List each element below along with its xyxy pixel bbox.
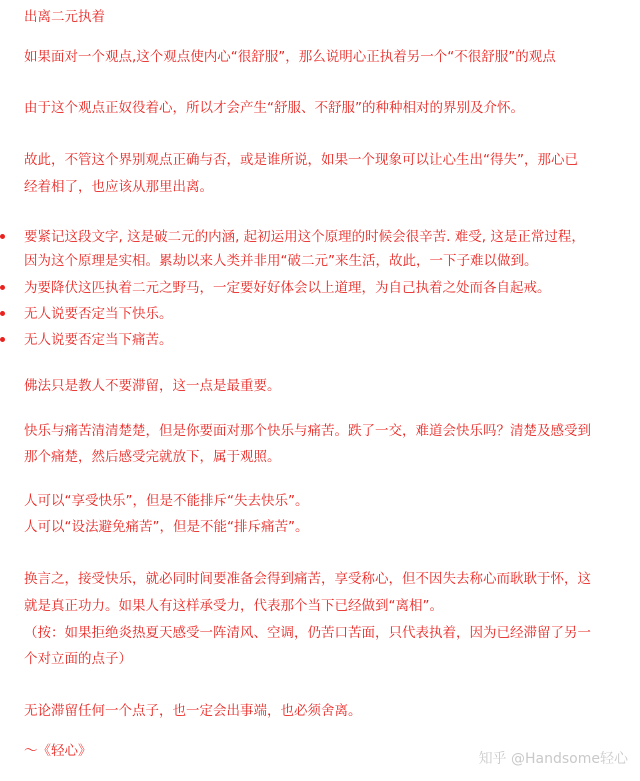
paragraph-5-line-2: 那个痛楚，然后感受完就放下，属于观照。	[24, 449, 281, 465]
paragraph-6-line-2: 人可以“设法避免痛苦”，但是不能“排斥痛苦”。	[24, 519, 309, 535]
bullet-2: 为要降伏这匹执着二元之野马，一定要好好体会以上道理，为自己执着之处而各自起戒。	[24, 280, 551, 296]
paragraph-3-line-1: 故此，不管这个界别观点正确与否，或是谁所说，如果一个现象可以让心生出“得失”，那心已	[24, 152, 578, 168]
paragraph-1: 如果面对一个观点,这个观点使内心“很舒服”，那么说明心正执着另一个“不很舒服”的观点	[24, 49, 556, 65]
bullet-1-line-1: 要紧记这段文字, 这是破二元的内涵, 起初运用这个原理的时候会很辛苦. 难受, 这是正常过程，	[24, 229, 585, 245]
bullet-dot	[0, 337, 5, 342]
bullet-dot	[0, 311, 5, 316]
paragraph-8: 无论滞留任何一个点子，也一定会出事端，也必须舍离。	[24, 703, 362, 719]
bullet-4: 无人说要否定当下痛苦。	[24, 332, 173, 348]
signature: ～《轻心》	[24, 743, 92, 759]
paragraph-5-line-1: 快乐与痛苦清清楚楚，但是你要面对那个快乐与痛苦。跌了一交，难道会快乐吗？清楚及感受到	[24, 423, 591, 439]
bullet-dot	[0, 285, 5, 290]
paragraph-4: 佛法只是教人不要滞留，这一点是最重要。	[24, 378, 281, 394]
paragraph-3-line-2: 经着相了，也应该从那里出离。	[24, 179, 213, 195]
article-title: 出离二元执着	[24, 9, 105, 25]
paragraph-7-line-1: 换言之，接受快乐，就必同时间要准备会得到痛苦，享受称心，但不因失去称心而耿耿于怀，这	[24, 571, 591, 587]
paragraph-7-line-2: 就是真正功力。如果人有这样承受力，代表那个当下已经做到“离相”。	[24, 598, 443, 614]
bullet-1-line-2: 因为这个原理是实相。累劫以来人类并非用“破二元”来生活，故此，一下子难以做到。	[24, 253, 538, 269]
paragraph-2: 由于这个观点正奴役着心，所以才会产生“舒服、不舒服”的种种相对的界别及介怀。	[24, 100, 524, 116]
paragraph-7-line-4: 个对立面的点子）	[24, 651, 132, 667]
paragraph-6-line-1: 人可以“享受快乐”，但是不能排斥“失去快乐”。	[24, 493, 309, 509]
zhihu-watermark: 知乎 @Handsome轻心	[478, 751, 628, 767]
paragraph-7-line-3: （按：如果拒绝炎热夏天感受一阵清风、空调，仍苦口苦面，只代表执着，因为已经滞留了另一	[24, 625, 591, 641]
bullet-dot	[0, 234, 5, 239]
bullet-3: 无人说要否定当下快乐。	[24, 306, 173, 322]
